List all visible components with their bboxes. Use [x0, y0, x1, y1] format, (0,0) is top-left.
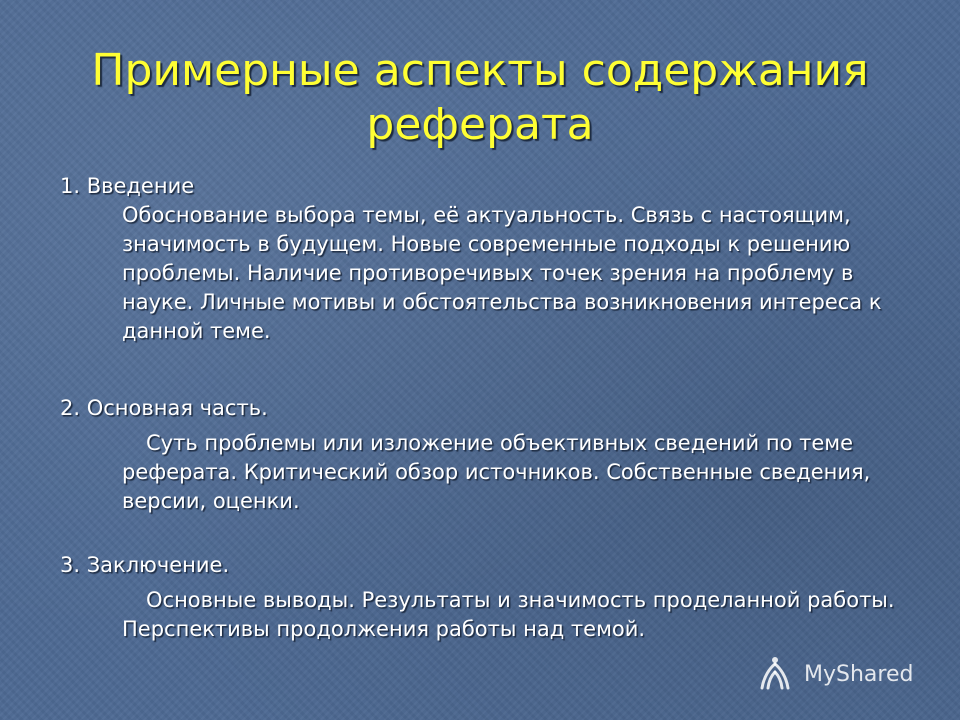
slide-body	[60, 172, 910, 644]
section-heading: 1. Введение	[60, 174, 195, 198]
section-text: Обоснование выбора темы, её актуальность. Связь с настоящим, значимость в будущем. Новые современные подходы к решению проблемы. Наличие противоречивых точек зрения на проблему в науке. Личные мотивы и обстоятельства возникновения интереса к данной теме.	[122, 203, 882, 343]
watermark	[754, 654, 913, 694]
section-text: Суть проблемы или изложение объективных сведений по теме реферата. Критический обзор источников. Собственные сведения, версии, оценки.	[122, 431, 871, 513]
section-heading: 2. Основная часть.	[60, 396, 268, 420]
section-text: Основные выводы. Результаты и значимость проделанной работы. Перспективы продолжения работы над темой.	[122, 588, 895, 641]
watermark-text: MyShared	[804, 661, 914, 687]
section-main-part	[60, 394, 910, 516]
section-conclusion	[60, 551, 910, 644]
section-introduction	[60, 172, 910, 346]
slide-title: Примерные аспекты содержания реферата	[91, 45, 869, 150]
section-heading: 3. Заключение.	[60, 553, 230, 577]
myshared-logo-icon	[754, 654, 796, 694]
